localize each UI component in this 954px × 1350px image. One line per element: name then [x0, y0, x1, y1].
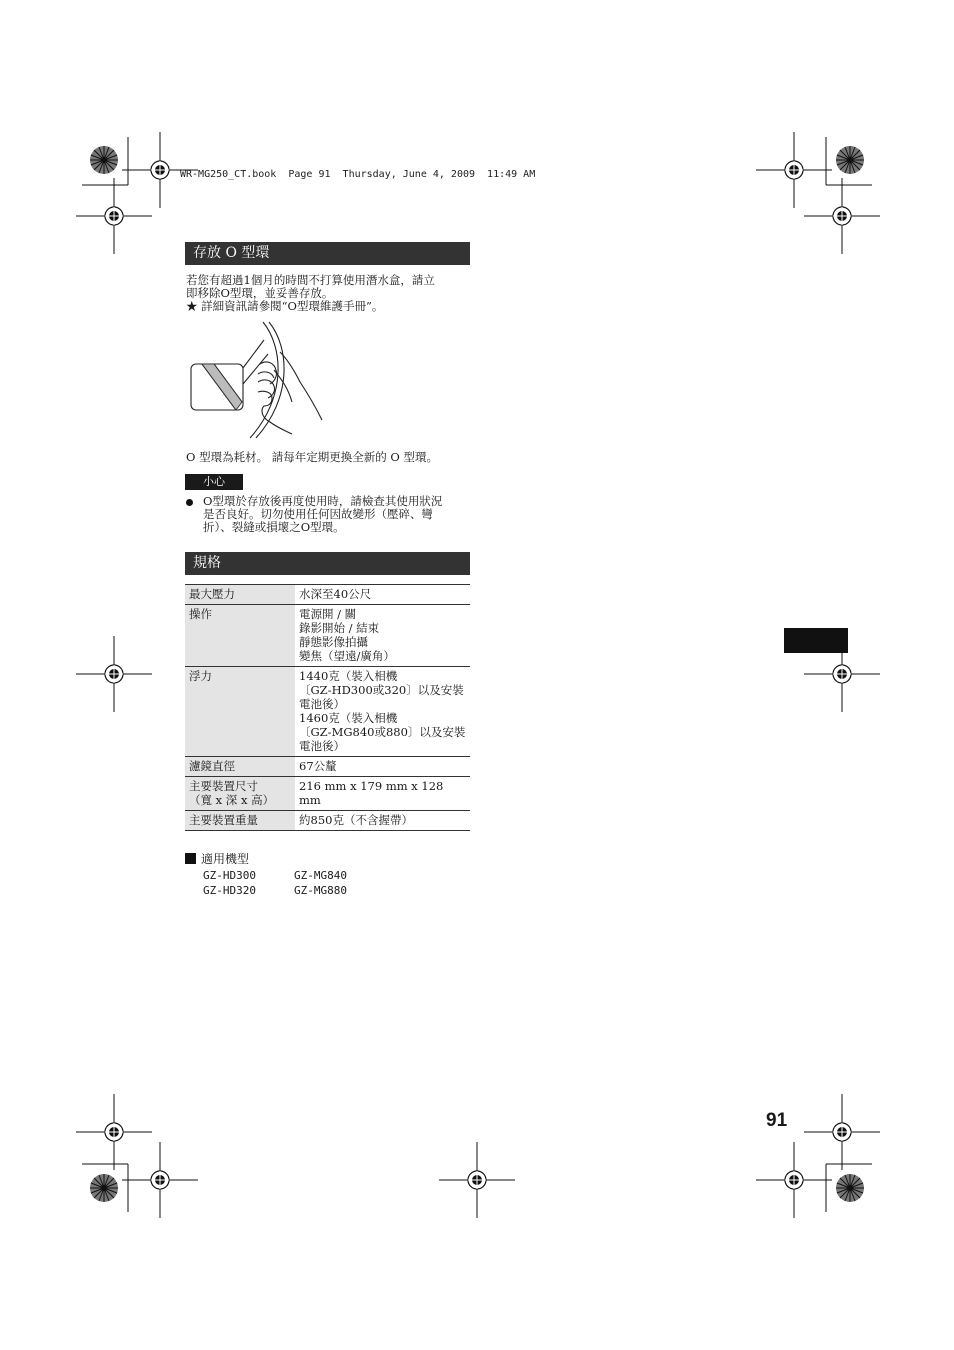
models-title: 適用機型	[201, 852, 250, 866]
chapter-side-tab	[784, 628, 848, 653]
caution-text	[203, 495, 442, 534]
table-row	[185, 757, 470, 777]
spec-label: 最大壓力	[185, 585, 295, 605]
section-title-oring: 存放 O 型環	[185, 242, 470, 265]
spec-label: 主要裝置重量	[185, 811, 295, 831]
caution-text-line: O型環於存放後再度使用時，請檢查其使用狀況	[203, 494, 443, 508]
bullet-icon	[186, 499, 193, 506]
oring-consumable-note: O 型環為耗材。 請每年定期更換全新的 O 型環。	[186, 450, 438, 464]
table-row	[185, 777, 470, 811]
spec-value: 水深至40公尺	[295, 585, 470, 605]
model-item: GZ-MG840	[294, 869, 347, 882]
models-heading	[185, 850, 249, 867]
caution-text-line: 折）、裂縫或損壞之O型環。	[203, 520, 345, 534]
spec-label: 操作	[185, 605, 295, 667]
model-item: GZ-HD320	[203, 884, 256, 897]
oring-intro	[186, 274, 435, 313]
square-bullet-icon	[185, 853, 196, 864]
section-title-specs: 規格	[185, 552, 470, 575]
spec-value: 約850克（不含握帶）	[295, 811, 470, 831]
spec-value: 67公釐	[295, 757, 470, 777]
model-item: GZ-HD300	[203, 869, 256, 882]
spec-value: 1440克（裝入相機 〔GZ-HD300或320〕以及安裝 電池後） 1460克（裝入相機 〔GZ-MG840或880〕以及安裝 電池後）	[295, 667, 470, 757]
table-row	[185, 605, 470, 667]
book-header-line: WR-MG250_CT.book Page 91 Thursday, June 4, 2009 11:49 AM	[180, 169, 536, 180]
oring-note: ★ 詳細資訊請參閱“O型環維護手冊”。	[186, 299, 384, 313]
spec-label: 主要裝置尺寸 （寬 x 深 x 高）	[185, 777, 295, 811]
oring-intro-line: 若您有超過1個月的時間不打算使用潛水盒，請立	[186, 273, 435, 287]
table-row	[185, 585, 470, 605]
table-row	[185, 667, 470, 757]
caution-label: 小心	[185, 474, 243, 490]
model-item: GZ-MG880	[294, 884, 347, 897]
spec-value: 216 mm x 179 mm x 128 mm	[295, 777, 470, 811]
spec-table	[185, 584, 470, 831]
caution-text-line: 是否良好。切勿使用任何因故變形（壓碎、彎	[203, 507, 433, 521]
page-number: 91	[766, 1110, 788, 1131]
table-row	[185, 811, 470, 831]
oring-intro-line: 即移除O型環，並妥善存放。	[186, 286, 334, 300]
spec-value: 電源開 / 關 錄影開始 / 結束 靜態影像拍攝 變焦（望遠/廣角）	[295, 605, 470, 667]
spec-label: 浮力	[185, 667, 295, 757]
oring-removal-illustration	[188, 318, 338, 442]
spec-label: 濾鏡直徑	[185, 757, 295, 777]
